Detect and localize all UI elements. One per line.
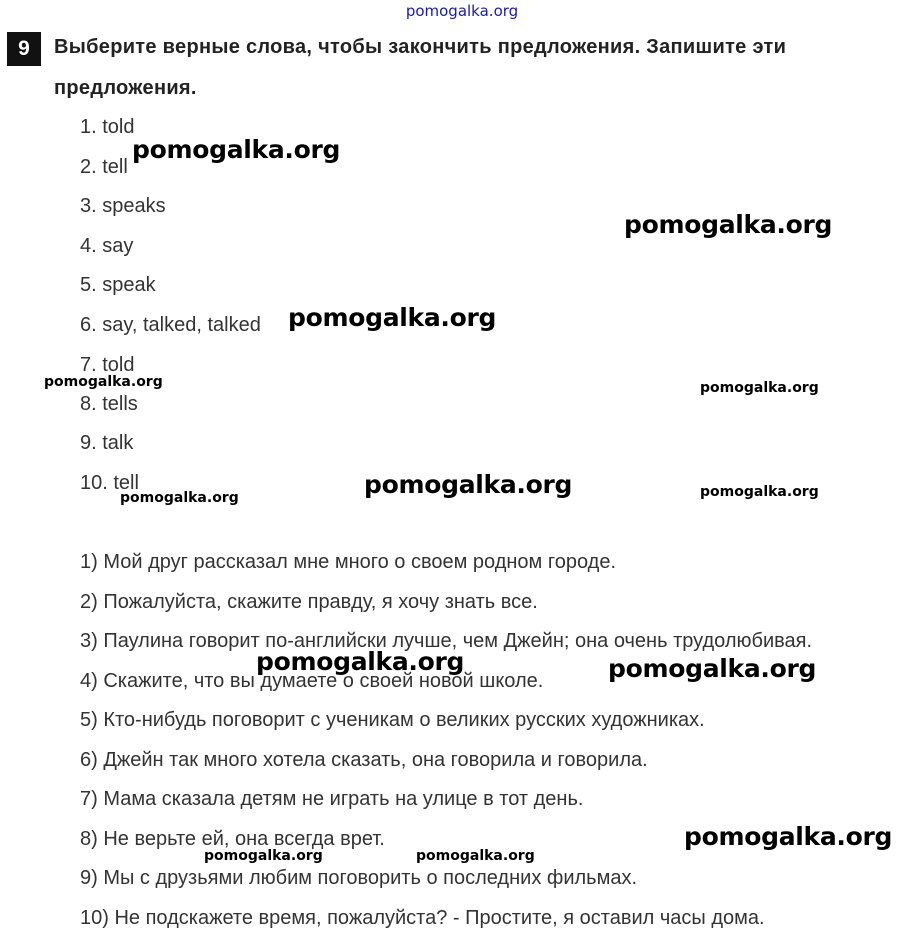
watermark: pomogalka.org bbox=[700, 380, 819, 396]
answer-item: 4. say bbox=[80, 235, 134, 257]
answer-item: 2. tell bbox=[80, 156, 128, 178]
sentence-item: 8) Не верьте ей, она всегда врет. bbox=[80, 828, 385, 850]
answer-item: 8. tells bbox=[80, 393, 138, 415]
sentence-item: 1) Мой друг рассказал мне много о своем родном городе. bbox=[80, 551, 616, 573]
answer-item: 9. talk bbox=[80, 432, 134, 454]
task-instruction-line2: предложения. bbox=[54, 77, 197, 99]
sentence-item: 2) Пожалуйста, скажите правду, я хочу знать все. bbox=[80, 591, 538, 613]
watermark: pomogalka.org bbox=[416, 848, 535, 864]
watermark: pomogalka.org bbox=[204, 848, 323, 864]
watermark: pomogalka.org bbox=[44, 374, 163, 390]
sentence-item: 6) Джейн так много хотела сказать, она говорила и говорила. bbox=[80, 749, 648, 771]
sentence-item: 5) Кто-нибудь поговорит с ученикам о великих русских художниках. bbox=[80, 709, 705, 731]
answer-item: 6. say, talked, talked bbox=[80, 314, 261, 336]
answer-item: 1. told bbox=[80, 116, 135, 138]
sentence-item: 4) Скажите, что вы думаете о своей новой школе. bbox=[80, 670, 544, 692]
sentence-item: 9) Мы с друзьями любим поговорить о последних фильмах. bbox=[80, 867, 638, 889]
task-number-badge: 9 bbox=[7, 32, 41, 66]
watermark: pomogalka.org bbox=[132, 135, 341, 164]
sentence-item: 3) Паулина говорит по-английски лучше, чем Джейн; она очень трудолюбивая. bbox=[80, 630, 813, 652]
watermark: pomogalka.org bbox=[700, 484, 819, 500]
task-instruction-line1: Выберите верные слова, чтобы закончить предложения. Запишите эти bbox=[54, 36, 787, 58]
watermark: pomogalka.org bbox=[288, 303, 497, 332]
site-header-link[interactable]: pomogalka.org bbox=[405, 2, 519, 20]
sentence-item: 10) Не подскажете время, пожалуйста? - Простите, я оставил часы дома. bbox=[80, 907, 765, 929]
answer-item: 7. told bbox=[80, 354, 135, 376]
watermark: pomogalka.org bbox=[684, 822, 893, 851]
watermark: pomogalka.org bbox=[624, 210, 833, 239]
watermark: pomogalka.org bbox=[608, 654, 817, 683]
answer-item: 10. tell bbox=[80, 472, 139, 494]
answer-item: 5. speak bbox=[80, 274, 156, 296]
watermark: pomogalka.org bbox=[364, 470, 573, 499]
watermark: pomogalka.org bbox=[120, 490, 239, 506]
answer-item: 3. speaks bbox=[80, 195, 166, 217]
watermark: pomogalka.org bbox=[256, 647, 465, 676]
sentence-item: 7) Мама сказала детям не играть на улице в тот день. bbox=[80, 788, 584, 810]
